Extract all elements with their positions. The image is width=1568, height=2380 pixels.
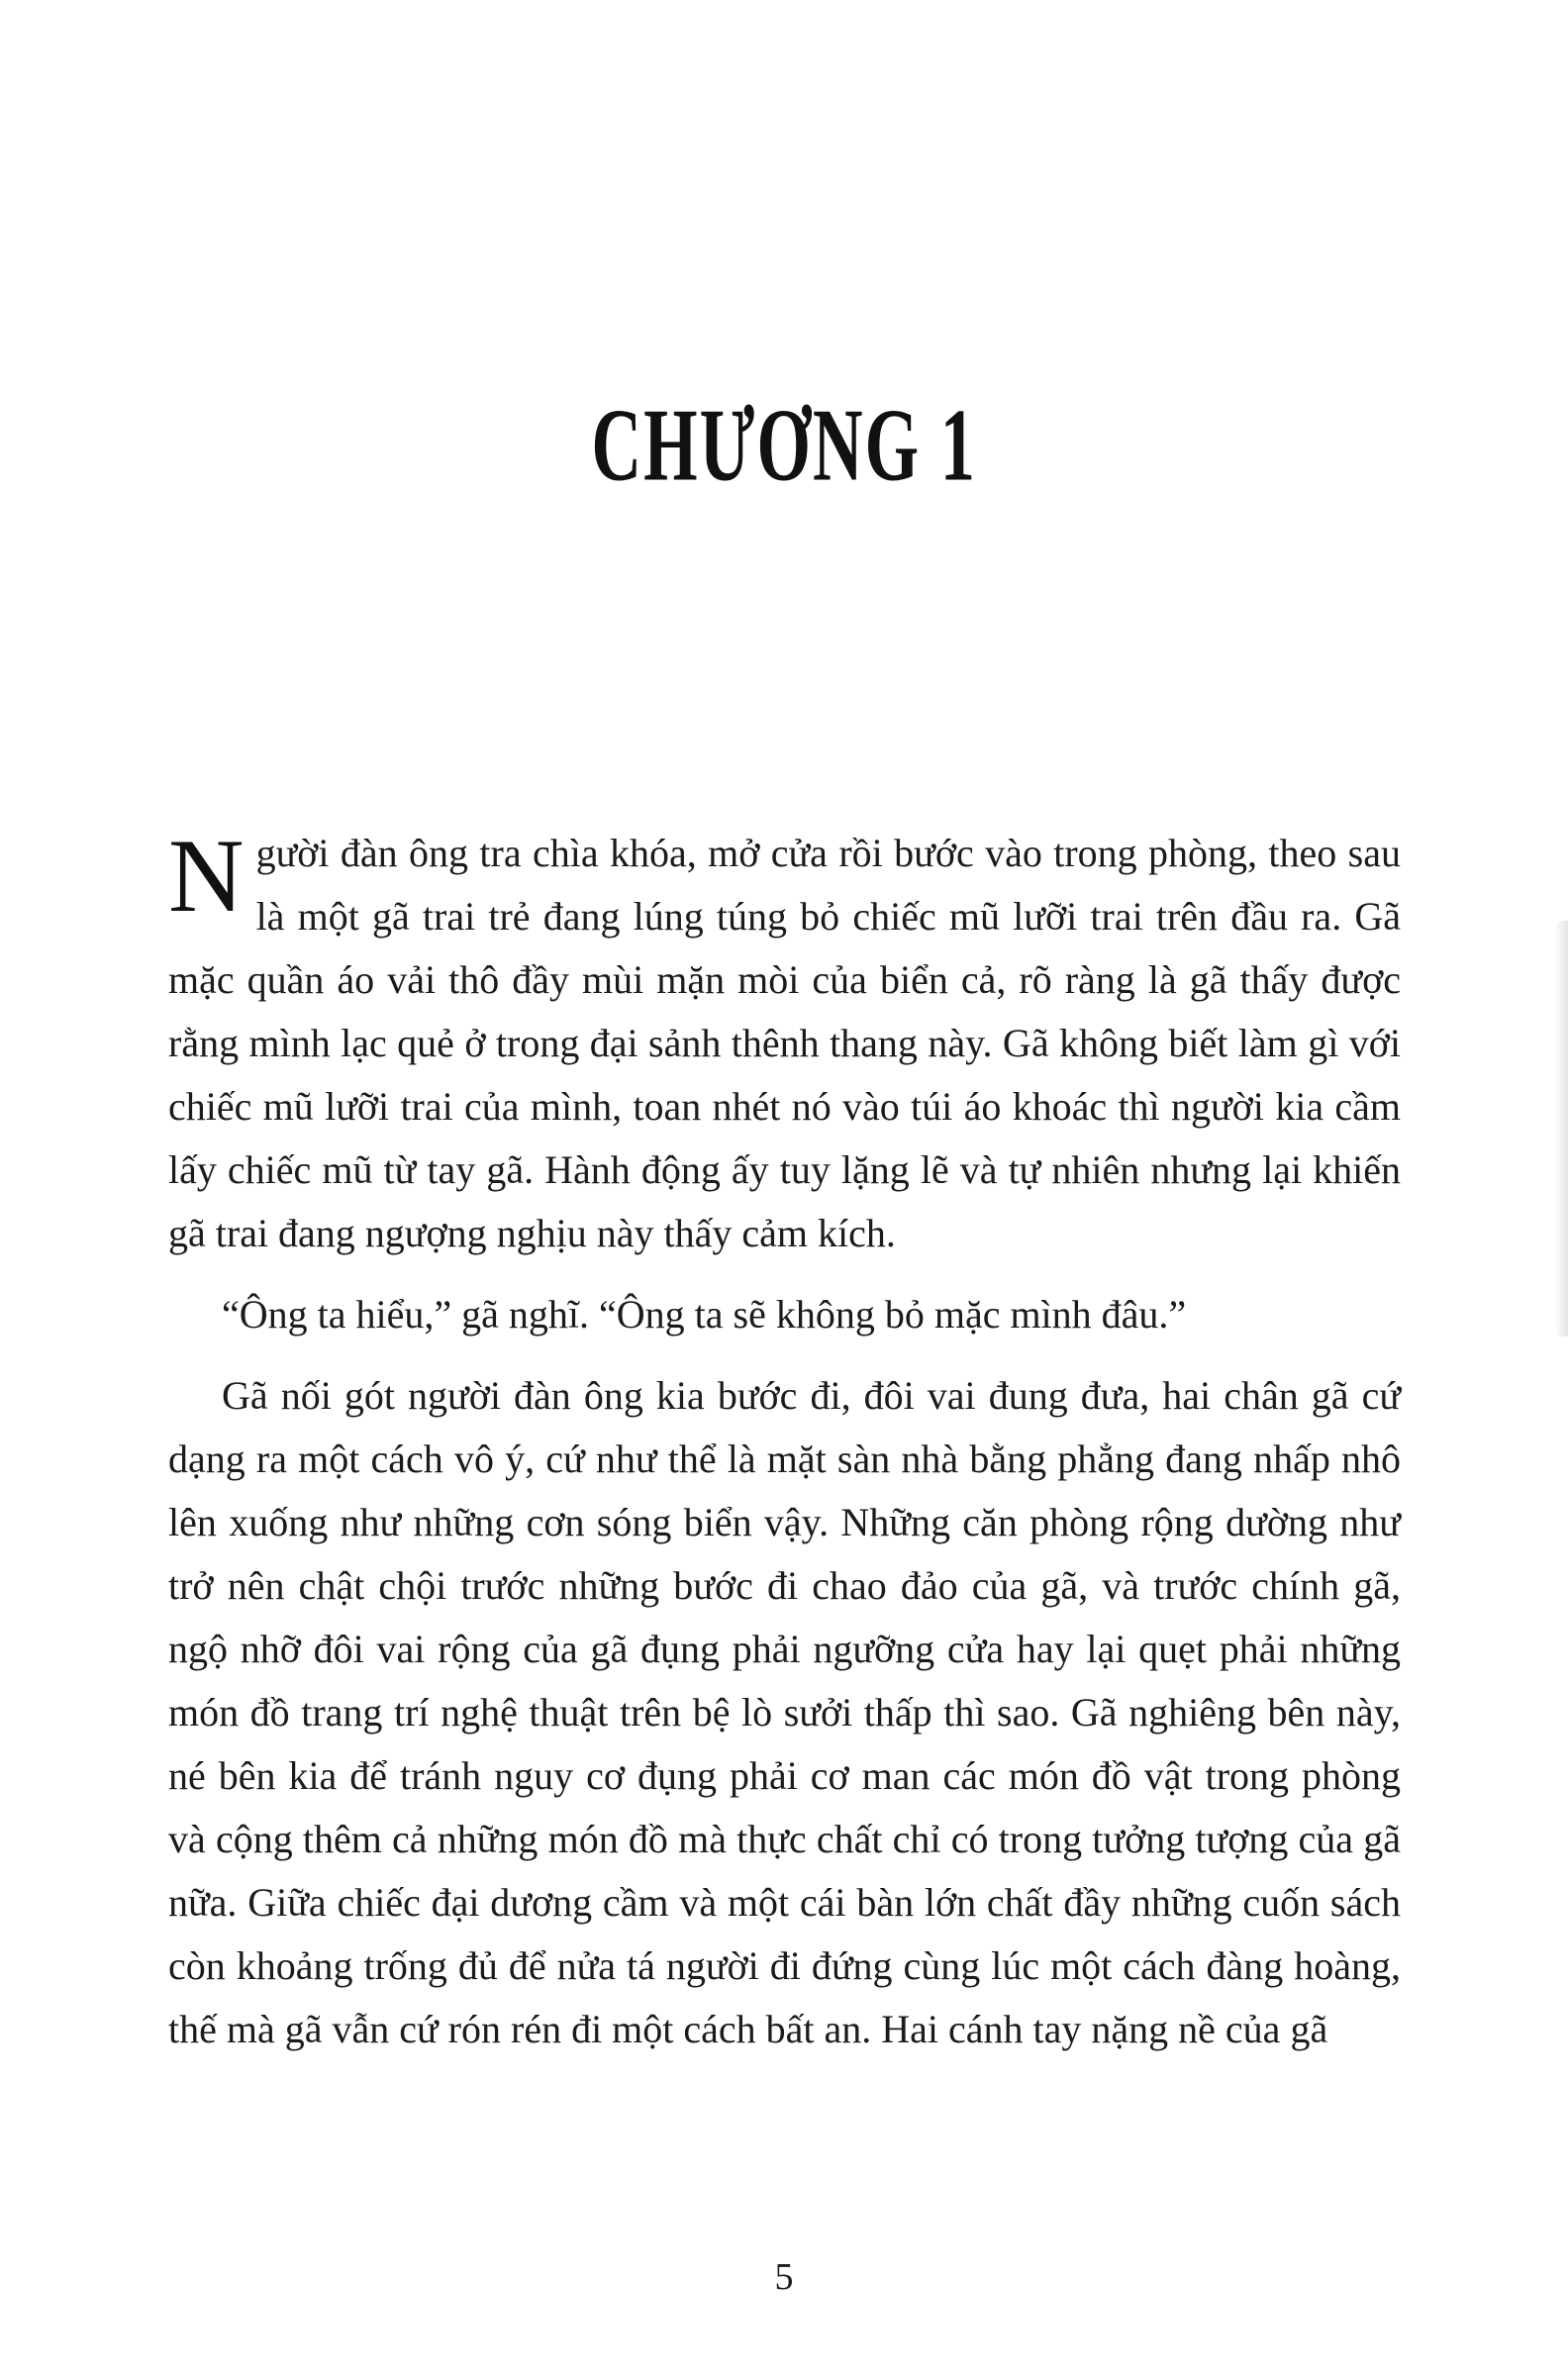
- scan-shadow-artifact: [1554, 921, 1568, 1337]
- paragraph-2: “Ông ta hiểu,” gã nghĩ. “Ông ta sẽ không bỏ mặc mình đâu.”: [222, 1292, 1187, 1337]
- paragraph-1: [168, 818, 1401, 1265]
- paragraph-1-text: gười đàn ông tra chìa khóa, mở cửa rồi bước vào trong phòng, theo sau là một gã trai trẻ đang lúng túng bỏ chiếc mũ lưỡi trai trên đầu ra. Gã mặc quần áo vải thô đầy mùi mặn mòi của biển cả, rõ ràng là gã thấy được rằng mình lạc quẻ ở trong đại sảnh thênh thang này. Gã không biết làm gì với chiếc mũ lưỡi trai của mình, toan nhét nó vào túi áo khoác thì người kia cầm lấy chiếc mũ từ tay gã. Hành động ấy tuy lặng lẽ và tự nhiên nhưng lại khiến gã trai đang ngượng nghịu này thấy cảm kích.: [168, 831, 1401, 1255]
- chapter-title-wrap: [0, 387, 1568, 503]
- page-number: 5: [774, 2256, 794, 2298]
- drop-cap: N: [168, 818, 245, 934]
- body-text-block: [168, 818, 1401, 2061]
- chapter-title: CHƯƠNG 1: [591, 387, 977, 503]
- paragraph-3: Gã nối gót người đàn ông kia bước đi, đôi vai đung đưa, hai chân gã cứ dạng ra một cách vô ý, cứ như thể là mặt sàn nhà bằng phẳng đang nhấp nhô lên xuống như những cơn sóng biển vậy. Những căn phòng rộng dường như trở nên chật chội trước những bước đi chao đảo của gã, và trước chính gã, ngộ nhỡ đôi vai rộng của gã đụng phải ngưỡng cửa hay lại quẹt phải những món đồ trang trí nghệ thuật trên bệ lò sưởi thấp thì sao. Gã nghiêng bên này, né bên kia để tránh nguy cơ đụng phải cơ man các món đồ vật trong phòng và cộng thêm cả những món đồ mà thực chất chỉ có trong tưởng tượng của gã nữa. Giữa chiếc đại dương cầm và một cái bàn lớn chất đầy những cuốn sách còn khoảng trống đủ để nửa tá người đi đứng cùng lúc một cách đàng hoàng, thế mà gã vẫn cứ rón rén đi một cách bất an. Hai cánh tay nặng nề của gã: [168, 1373, 1401, 2051]
